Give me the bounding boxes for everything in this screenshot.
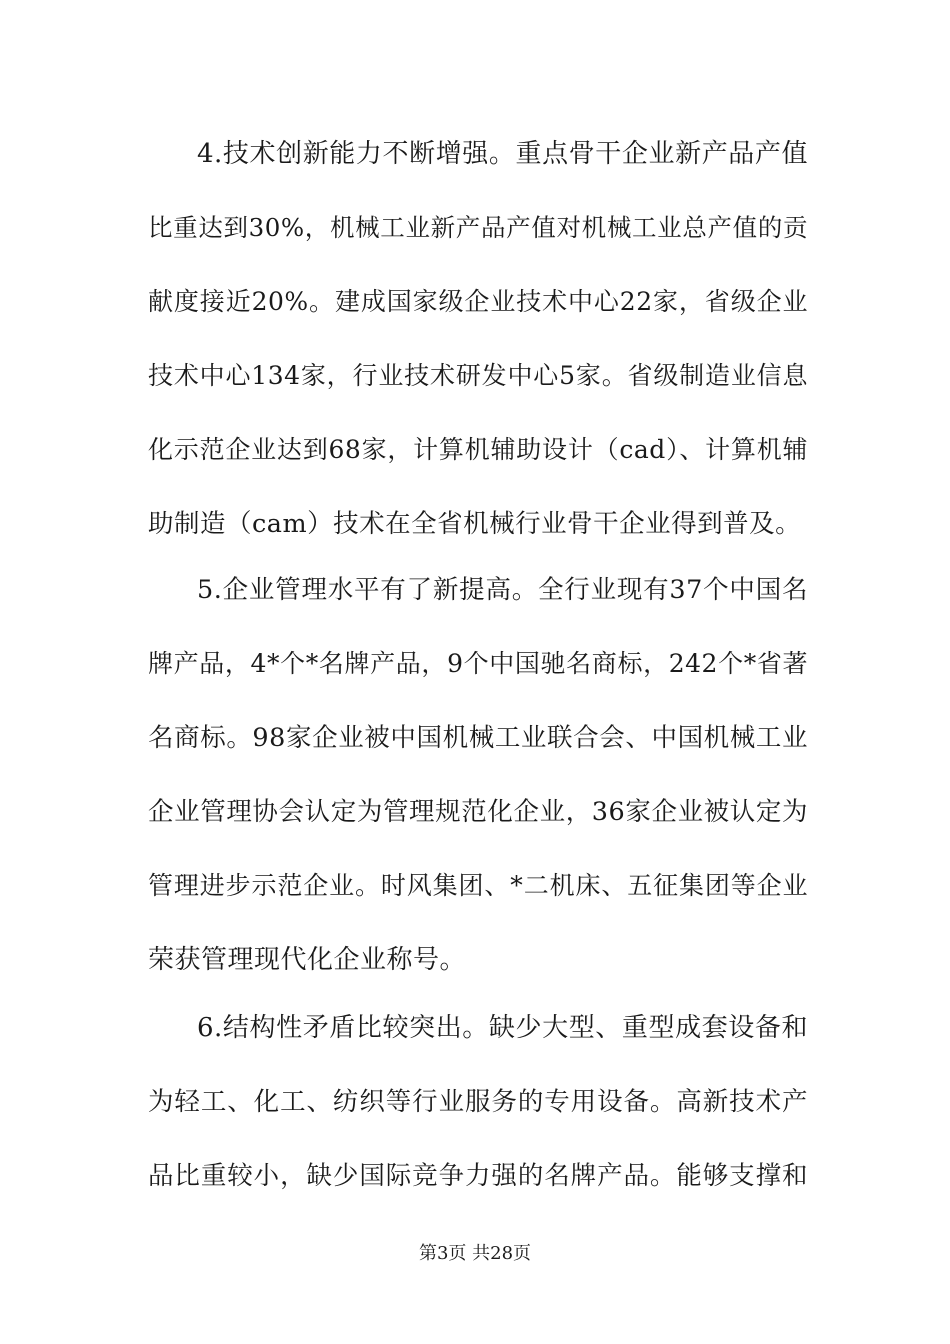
paragraph-5-line-1: 5.企业管理水平有了新提高。全行业现有37个中国名: [197, 575, 808, 605]
paragraph-6-line-1: 6.结构性矛盾比较突出。缺少大型、重型成套设备和: [197, 1013, 808, 1043]
paragraph-5-line-5: 管理进步示范企业。时风集团、*二机床、五征集团等企业: [148, 871, 808, 900]
paragraph-5-line-2: 牌产品，4*个*名牌产品，9个中国驰名商标，242个*省著: [148, 649, 808, 678]
paragraph-4-line-4: 技术中心134家，行业技术研发中心5家。省级制造业信息: [148, 361, 808, 390]
paragraph-4-line-3: 献度接近20%。建成国家级企业技术中心22家，省级企业: [148, 287, 808, 316]
paragraph-4-line-1: 4.技术创新能力不断增强。重点骨干企业新产品产值: [197, 139, 808, 169]
page-footer: 第3页 共28页: [418, 1243, 532, 1264]
paragraph-4-line-5: 化示范企业达到68家，计算机辅助设计（cad）、计算机辅: [148, 435, 808, 464]
paragraph-6-line-3: 品比重较小，缺少国际竞争力强的名牌产品。能够支撑和: [148, 1161, 808, 1191]
paragraph-6-line-2: 为轻工、化工、纺织等行业服务的专用设备。高新技术产: [148, 1087, 808, 1117]
paragraph-4-line-6: 助制造（cam）技术在全省机械行业骨干企业得到普及。: [148, 509, 802, 539]
paragraph-5-line-3: 名商标。98家企业被中国机械工业联合会、中国机械工业: [148, 723, 808, 753]
paragraph-4-line-2: 比重达到30%，机械工业新产品产值对机械工业总产值的贡: [148, 213, 808, 242]
paragraph-5-line-6: 荣获管理现代化企业称号。: [148, 945, 467, 975]
paragraph-5-line-4: 企业管理协会认定为管理规范化企业，36家企业被认定为: [148, 797, 808, 827]
